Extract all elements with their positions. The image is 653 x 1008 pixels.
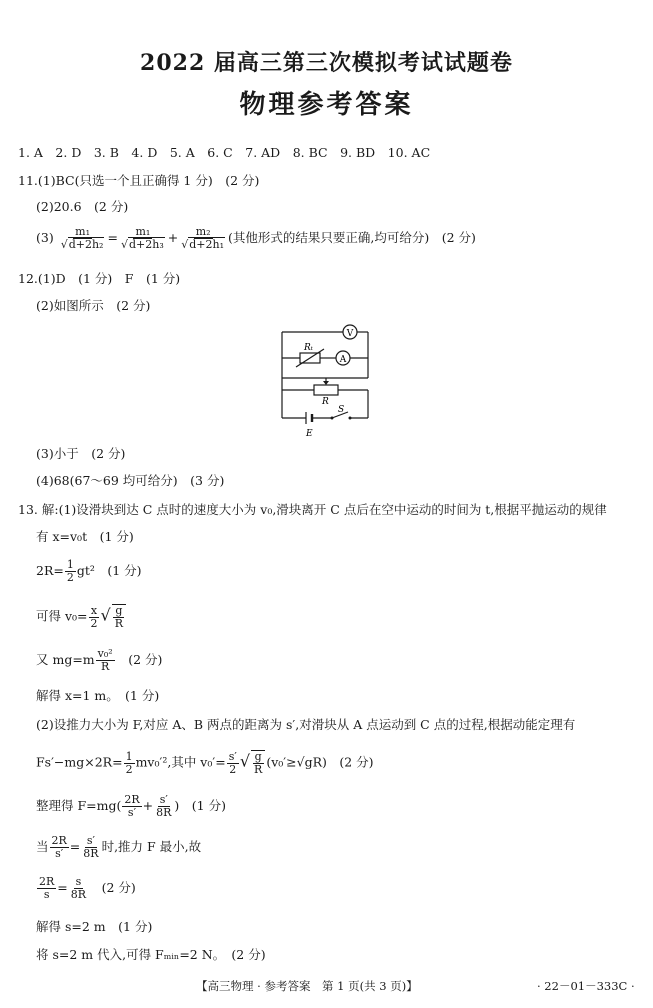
thermistor-label: Rₜ <box>304 343 313 353</box>
q13-line11: $\frac{2R}{s}$ = $\frac{s}{8R}$ (2 分) <box>39 875 136 902</box>
q11-frac-2: $\frac{\text{m₁}}{\text{√d+2h₃}}$ <box>120 225 164 252</box>
q13-line5: 又 mg=m $\frac{\text{v₀²}}{R}$ (2 分) <box>36 647 163 674</box>
battery-label: E <box>306 429 313 439</box>
slider-arrow-icon <box>323 381 329 385</box>
q11-part3: (3) $\frac{\text{m₁}}{\text{√d+2h₂}}$ = $\frac{\text{m₁}}{\text{√d+2h₃}}$ + $\frac{\text{m₂}}{\text{√d+2h₁}}$ (其他形式的结果只要正确,均可给分) (2 分) <box>36 225 476 252</box>
q13-line1: 13. 解:(1)设滑块到达 C 点时的速度大小为 v₀,滑块离开 C 点后在空中运动的时间为 t,根据平抛运动的规律 <box>18 502 607 517</box>
q12-part4: (4)68(67～69 均可给分) (3 分) <box>36 473 225 488</box>
voltmeter-label: V <box>346 329 354 339</box>
q13-line10: 当 $\frac{2R}{s'}$ = $\frac{s'}{8R}$ 时,推力 F 最小,故 <box>36 834 202 861</box>
switch-label: S <box>338 405 345 415</box>
q11-frac-1: $\frac{\text{m₁}}{\text{√d+2h₂}}$ <box>60 225 104 252</box>
q13-line13: 将 s=2 m 代入,可得 Fₘᵢₙ=2 N。 (2 分) <box>36 947 266 962</box>
q12-part2: (2)如图所示 (2 分) <box>36 298 151 313</box>
q12-part3: (3)小于 (2 分) <box>36 446 126 461</box>
q13-line2: 有 x=v₀t (1 分) <box>36 529 134 544</box>
q13-line6: 解得 x=1 m。 (1 分) <box>36 688 160 703</box>
q11-frac-3: $\frac{\text{m₂}}{\text{√d+2h₁}}$ <box>181 225 225 252</box>
q13-line4: 可得 v₀= $\frac{x}{2}$ √ $\frac{g}{R}$ <box>36 604 127 630</box>
q11-p3-prefix: (3) <box>36 230 54 246</box>
circuit-diagram <box>270 320 380 440</box>
page-subtitle: 物理参考答案 <box>239 90 414 120</box>
page-title: 2022 届高三第三次模拟考试试题卷 <box>140 50 513 76</box>
q13-line3: 2R= $\frac{1}{2}$ gt² (1 分) <box>36 558 142 585</box>
q11-part1: 11.(1)BC(只选一个且正确得 1 分) (2 分) <box>18 173 260 188</box>
q13-line12: 解得 s=2 m (1 分) <box>36 919 153 934</box>
q12-part1: 12.(1)D (1 分) F (1 分) <box>18 271 181 286</box>
q13-line7: (2)设推力大小为 F,对应 A、B 两点的距离为 s′,对滑块从 A 点运动到 C 点的过程,根据动能定理有 <box>36 717 576 732</box>
answers-1-10: 1. A 2. D 3. B 4. D 5. A 6. C 7. AD 8. BC 9. BD 10. AC <box>18 145 431 160</box>
footer-code: · 22－01－333C · <box>537 979 635 993</box>
q13-line9: 整理得 F=mg( $\frac{2R}{s'}$ + $\frac{s'}{8R}$ ) (1 分) <box>36 793 226 820</box>
rheostat-label: R <box>322 397 329 407</box>
q11-part2: (2)20.6 (2 分) <box>36 199 129 214</box>
q13-line8: Fs′−mg×2R= $\frac{1}{2}$ mv₀′²,其中 v₀′= $\frac{s'}{2}$ √ $\frac{g}{R}$ (v₀′≥√gR) (2 分) <box>36 749 374 777</box>
ammeter-label: A <box>339 355 347 365</box>
footer-page-info: 【高三物理 · 参考答案 第 1 页(共 3 页)】 <box>196 979 418 993</box>
q11-p3-suffix: (其他形式的结果只要正确,均可给分) (2 分) <box>228 230 476 246</box>
